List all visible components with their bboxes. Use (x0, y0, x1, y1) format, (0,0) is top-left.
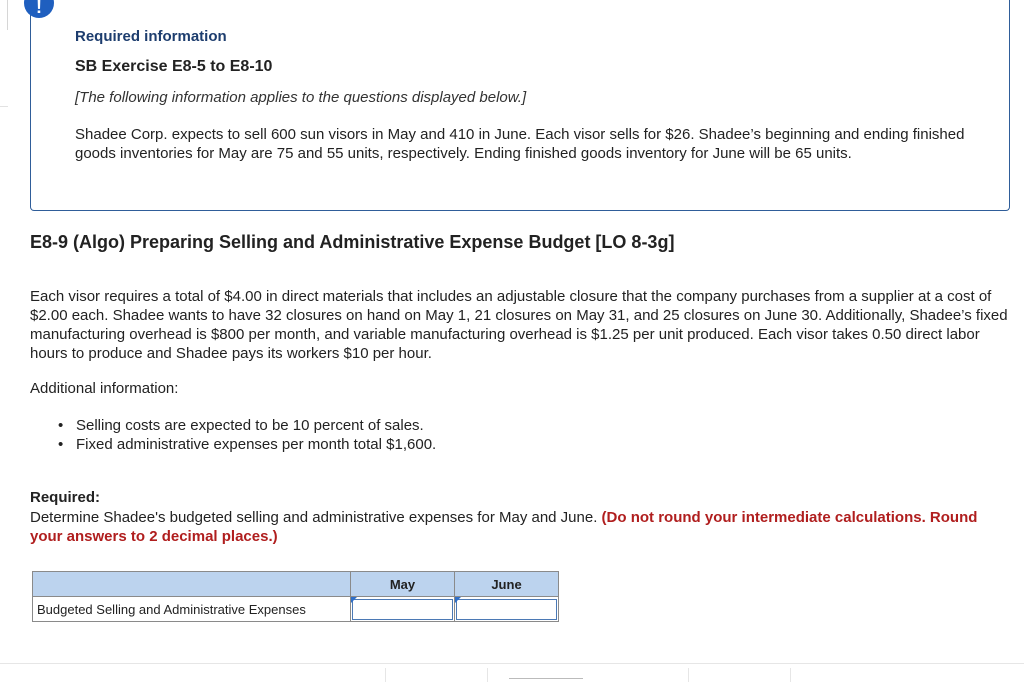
exercise-title: E8-9 (Algo) Preparing Selling and Administrative Expense Budget [LO 8-3g] (30, 232, 675, 252)
required-information-box (30, 0, 1010, 211)
header-may: May (351, 572, 455, 597)
cell-marker-icon (455, 597, 461, 603)
required-instructions (30, 508, 1010, 546)
rounding-instructions: (Do not round your intermediate calculations. Round your answers to 2 decimal places.) (30, 509, 978, 545)
additional-info-label: Additional information: (30, 380, 179, 397)
footer-toolbar-edge (509, 678, 583, 681)
footer-tick (688, 668, 689, 682)
budget-table (32, 571, 559, 622)
june-expense-input[interactable] (456, 599, 557, 620)
list-item: • Selling costs are expected to be 10 percent of sales. (58, 416, 436, 435)
june-cell (455, 597, 559, 622)
table-header-row (33, 572, 559, 597)
footer-tick (487, 668, 488, 682)
footer-tick (385, 668, 386, 682)
header-blank-cell (33, 572, 351, 597)
applies-note: [The following information applies to the questions displayed below.] (75, 89, 527, 106)
required-text: Determine Shadee's budgeted selling and administrative expenses for May and June. (30, 509, 602, 526)
alert-icon: ! (24, 0, 54, 18)
shared-info-paragraph: Shadee Corp. expects to sell 600 sun visors in May and 410 in June. Each visor sells for $26. Shadee’s beginning and ending finished goods inventories for May are 75 and 55 units, respectively. Ending finished goods inventory for June will be 65 units. (75, 126, 965, 162)
additional-info-list (58, 416, 436, 454)
may-expense-input[interactable] (352, 599, 453, 620)
required-information-heading: Required information (75, 28, 227, 45)
problem-paragraph: Each visor requires a total of $4.00 in direct materials that includes an adjustable closure that the company purchases from a supplier at a cost of $2.00 each. Shadee wants to have 32 closures on hand on May 1, 21 closures on May 31, and 25 closures on June 30. Additionally, Shadee’s fixed manufacturing overhead is $800 per month, and variable manufacturing overhead is $1.25 per unit produced. Each visor takes 0.50 direct labor hours to produce and Shadee pays its workers $10 per hour. (30, 288, 1008, 362)
row-label-budgeted-expenses: Budgeted Selling and Administrative Expenses (33, 597, 351, 622)
left-margin-divider (0, 106, 8, 107)
header-june: June (455, 572, 559, 597)
exercise-range-title: SB Exercise E8-5 to E8-10 (75, 58, 273, 75)
required-label: Required: (30, 489, 101, 506)
footer-tick (790, 668, 791, 682)
may-cell (351, 597, 455, 622)
cell-marker-icon (351, 597, 357, 603)
left-margin-rule (0, 0, 8, 30)
footer-divider (0, 663, 1024, 664)
table-row (33, 597, 559, 622)
list-item: • Fixed administrative expenses per month total $1,600. (58, 435, 436, 454)
